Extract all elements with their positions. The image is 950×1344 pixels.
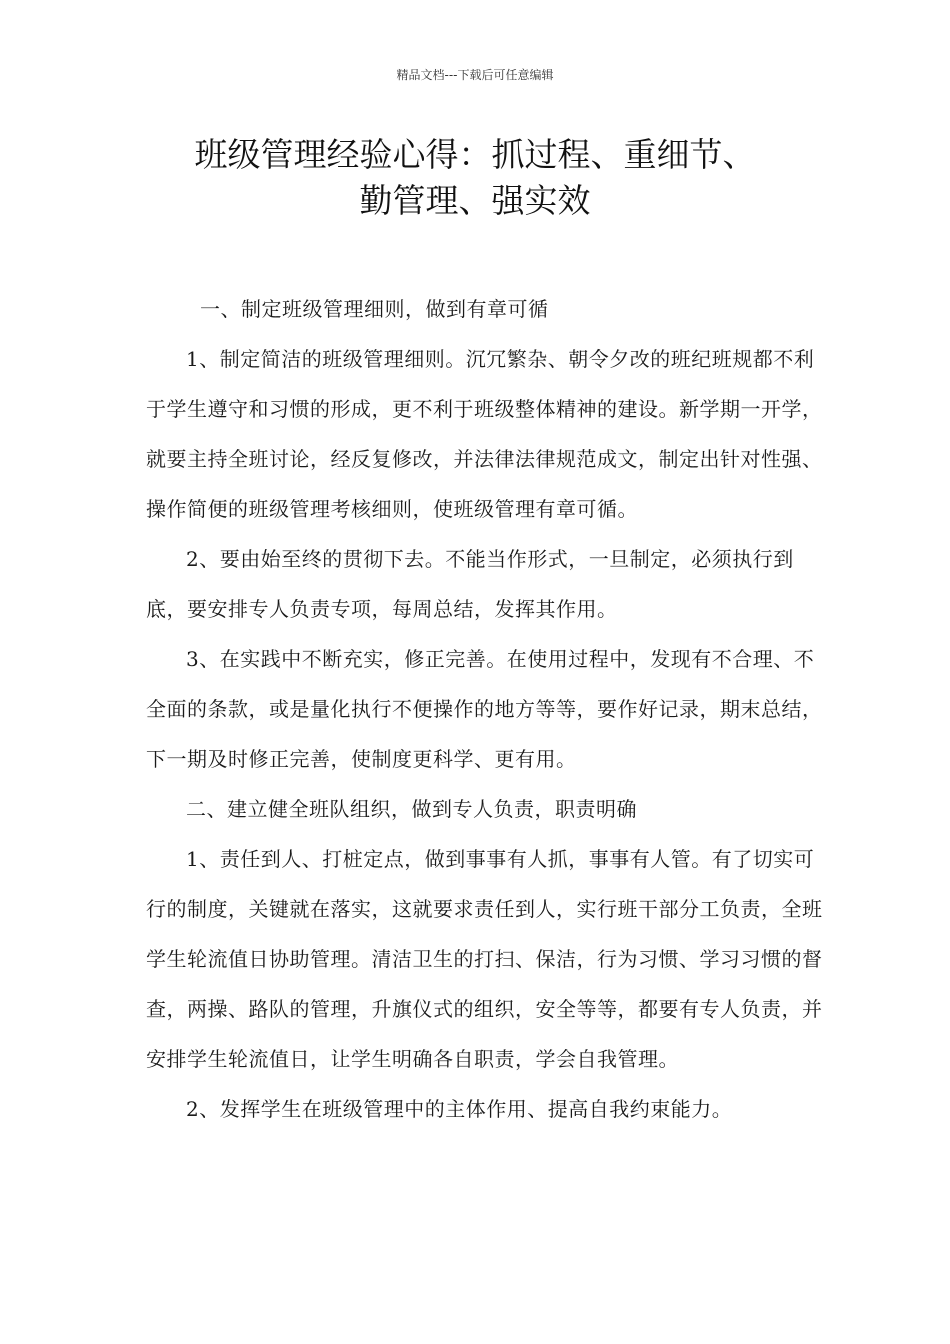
paragraph-1-3: 3、在实践中不断充实，修正完善。在使用过程中，发现有不合理、不全面的条款，或是量化执行不便操作的地方等等，要作好记录，期末总结，下一期及时修正完善，使制度更科学、更有用。 (146, 647, 823, 771)
document-body (146, 284, 826, 1134)
header-note: 精品文档---下载后可任意编辑 (396, 68, 554, 82)
paragraph-1-2: 2、要由始至终的贯彻下去。不能当作形式，一旦制定，必须执行到底，要安排专人负责专项，每周总结，发挥其作用。 (146, 547, 794, 621)
title-line-1: 班级管理经验心得：抓过程、重细节、 (194, 135, 756, 174)
paragraph-1-1: 1、制定简洁的班级管理细则。沉冗繁杂、朝令夕改的班纪班规都不利于学生遵守和习惯的形成，更不利于班级整体精神的建设。新学期一开学，就要主持全班讨论，经反复修改，并法律法律规范成文，制定出针对性强、操作简便的班级管理考核细则，使班级管理有章可循。 (146, 347, 823, 521)
paragraph-2-2: 2、发挥学生在班级管理中的主体作用、提高自我约束能力。 (186, 1097, 733, 1121)
title-line-2: 勤管理、强实效 (359, 181, 591, 220)
document-title (100, 132, 850, 224)
section-heading-1: 一、制定班级管理细则，做到有章可循 (200, 297, 549, 321)
section-heading-2: 二、建立健全班队组织，做到专人负责，职责明确 (186, 797, 637, 821)
paragraph-2-1: 1、责任到人、打桩定点，做到事事有人抓，事事有人管。有了切实可行的制度，关键就在落实，这就要求责任到人，实行班干部分工负责，全班学生轮流值日协助管理。清洁卫生的打扫、保洁，行为习惯、学习习惯的督查，两操、路队的管理，升旗仪式的组织，安全等等，都要有专人负责，并安排学生轮流值日，让学生明确各自职责，学会自我管理。 (146, 847, 823, 1071)
